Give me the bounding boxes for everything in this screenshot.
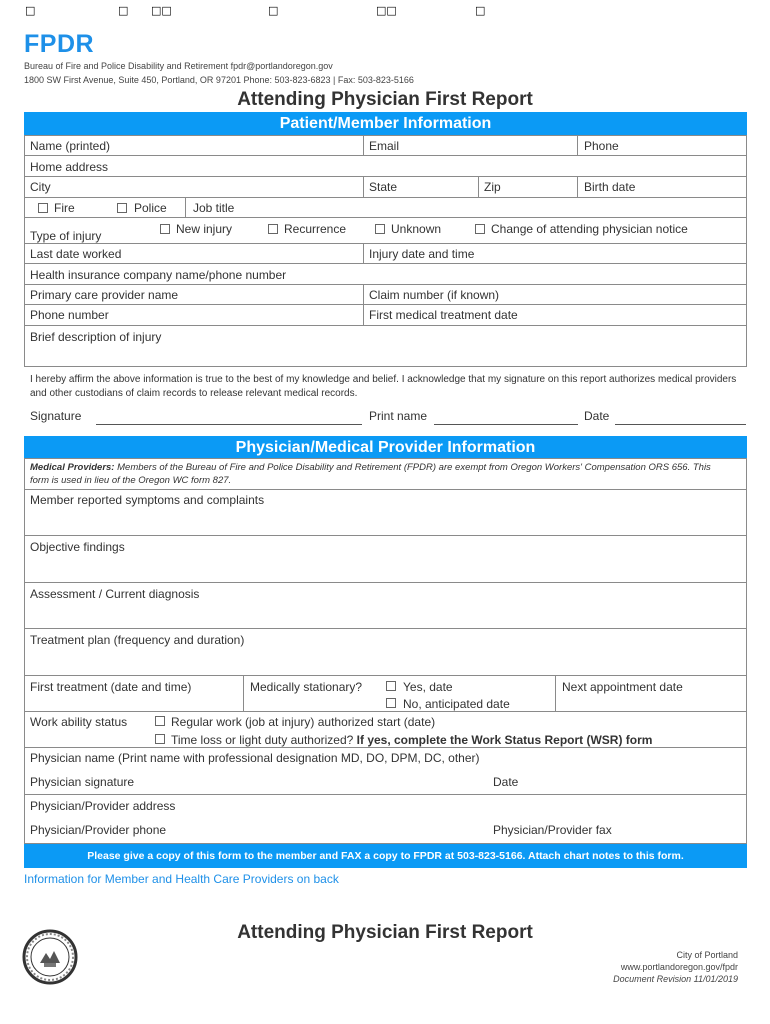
print-name-line[interactable] [434, 424, 578, 425]
row-divider [24, 489, 747, 490]
fire-label: Fire [54, 201, 75, 215]
missing-glyph-icon: □□ [151, 4, 172, 17]
claim-number-field[interactable]: Claim number (if known) [369, 288, 500, 302]
type-of-injury-label: Type of injury [30, 229, 102, 243]
col-divider [577, 135, 578, 155]
missing-glyph-icon: □ [25, 4, 36, 17]
col-divider [243, 675, 244, 711]
col-divider [555, 675, 556, 711]
unknown-label: Unknown [391, 222, 442, 236]
health-insurance-field[interactable]: Health insurance company name/phone number [30, 268, 287, 282]
medically-stationary-label: Medically stationary? [250, 680, 363, 694]
provider-phone-field[interactable]: Physician/Provider phone [30, 823, 167, 837]
missing-glyph-icon: □ [118, 4, 129, 17]
new-injury-label: New injury [176, 222, 233, 236]
birth-date-field[interactable]: Birth date [584, 180, 636, 194]
name-field[interactable]: Name (printed) [30, 139, 111, 153]
email-field[interactable]: Email [369, 139, 400, 153]
row-divider [24, 155, 747, 156]
assessment-field[interactable]: Assessment / Current diagnosis [30, 587, 200, 601]
missing-glyph-icon: □ [268, 4, 279, 17]
missing-glyph-icon: □ [475, 4, 486, 17]
print-name-label: Print name [369, 409, 428, 423]
fax-instruction-bar: Please give a copy of this form to the member and FAX a copy to FPDR at 503-823-5166. Attach chart notes to this form. [24, 844, 747, 868]
new-injury-checkbox[interactable] [160, 224, 170, 234]
date-label: Date [584, 409, 610, 423]
yes-date-label: Yes, date [403, 680, 453, 694]
brief-description-field[interactable]: Brief description of injury [30, 330, 162, 344]
row-divider [24, 325, 747, 326]
injury-date-time-field[interactable]: Injury date and time [369, 247, 475, 261]
physician-section-header: Physician/Medical Provider Information [24, 436, 747, 458]
row-divider [24, 747, 747, 748]
col-divider [363, 135, 364, 155]
phone-number-field[interactable]: Phone number [30, 308, 109, 322]
phone-field[interactable]: Phone [584, 139, 619, 153]
col-divider [478, 176, 479, 197]
medical-providers-note: Medical Providers: Members of the Bureau of Fire and Police Disability and Retirement (FPDR) are exempt from Oregon Workers' Compensation ORS 656. This form is used in lieu of the Oregon WC form 827. [30, 462, 711, 486]
row-divider [24, 176, 747, 177]
signature-label: Signature [30, 409, 82, 423]
row-divider [24, 197, 747, 198]
missing-glyph-icon: □□ [376, 4, 397, 17]
provider-address-field[interactable]: Physician/Provider address [30, 799, 176, 813]
recurrence-label: Recurrence [284, 222, 347, 236]
physician-signature-field[interactable]: Physician signature [30, 775, 135, 789]
physician-name-field[interactable]: Physician name (Print name with professional designation MD, DO, DPM, DC, other) [30, 751, 480, 765]
job-title-field[interactable]: Job title [193, 201, 235, 215]
footer-title: Attending Physician First Report [237, 922, 533, 943]
date-line[interactable] [615, 424, 746, 425]
header-address-line-1: Bureau of Fire and Police Disability and Retirement fpdr@portlandoregon.gov [24, 61, 333, 71]
patient-section-header: Patient/Member Information [24, 112, 747, 135]
signature-date-field[interactable]: Date [493, 775, 519, 789]
stationary-yes-checkbox[interactable] [386, 681, 396, 691]
next-appointment-field[interactable]: Next appointment date [562, 680, 683, 694]
row-divider [24, 628, 747, 629]
col-divider [363, 243, 364, 263]
fpdr-logo: FPDR [24, 30, 95, 58]
home-address-field[interactable]: Home address [30, 160, 109, 174]
unknown-checkbox[interactable] [375, 224, 385, 234]
first-medical-date-field[interactable]: First medical treatment date [369, 308, 518, 322]
police-checkbox[interactable] [117, 203, 127, 213]
row-divider [24, 711, 747, 712]
symptoms-field[interactable]: Member reported symptoms and complaints [30, 493, 265, 507]
row-divider [24, 243, 747, 244]
provider-fax-field[interactable]: Physician/Provider fax [493, 823, 612, 837]
first-treatment-field[interactable]: First treatment (date and time) [30, 680, 192, 694]
change-physician-checkbox[interactable] [475, 224, 485, 234]
city-of-portland: City of Portland [676, 950, 738, 960]
row-divider [24, 582, 747, 583]
header-address-line-2: 1800 SW First Avenue, Suite 450, Portland, OR 97201 Phone: 503-823-6823 | Fax: 503-823-5166 [24, 75, 414, 85]
row-divider [24, 284, 747, 285]
col-divider [363, 176, 364, 197]
col-divider [185, 197, 186, 217]
zip-field[interactable]: Zip [484, 180, 501, 194]
row-divider [24, 217, 747, 218]
document-revision: Document Revision 11/01/2019 [613, 974, 738, 984]
no-anticipated-label: No, anticipated date [403, 697, 510, 711]
signature-line[interactable] [96, 424, 362, 425]
last-date-worked-field[interactable]: Last date worked [30, 247, 122, 261]
police-label: Police [134, 201, 167, 215]
fire-checkbox[interactable] [38, 203, 48, 213]
row-divider [24, 535, 747, 536]
row-divider [24, 263, 747, 264]
form-title: Attending Physician First Report [237, 89, 533, 110]
row-divider [24, 794, 747, 795]
recurrence-checkbox[interactable] [268, 224, 278, 234]
row-divider [24, 675, 747, 676]
objective-findings-field[interactable]: Objective findings [30, 540, 125, 554]
regular-work-checkbox[interactable] [155, 716, 165, 726]
treatment-plan-field[interactable]: Treatment plan (frequency and duration) [30, 633, 245, 647]
row-divider [24, 304, 747, 305]
city-field[interactable]: City [30, 180, 51, 194]
info-for-member-link[interactable]: Information for Member and Health Care Providers on back [24, 872, 339, 886]
affirmation-text: I hereby affirm the above information is true to the best of my knowledge and belief. I acknowledge that my signature on this report authorizes medical providers and other custodians of claim records to release relevant medical records. [30, 374, 737, 399]
time-loss-checkbox[interactable] [155, 734, 165, 744]
regular-work-label: Regular work (job at injury) authorized start (date) [171, 715, 436, 729]
primary-care-field[interactable]: Primary care provider name [30, 288, 179, 302]
change-physician-label: Change of attending physician notice [491, 222, 688, 236]
col-divider [577, 176, 578, 197]
stationary-no-checkbox[interactable] [386, 698, 396, 708]
website-url: www.portlandoregon.gov/fpdr [620, 962, 738, 972]
col-divider [363, 284, 364, 325]
work-ability-label: Work ability status [30, 715, 128, 729]
time-loss-label: Time loss or light duty authorized? If yes, complete the Work Status Report (WSR) form [171, 733, 653, 747]
state-field[interactable]: State [369, 180, 398, 194]
